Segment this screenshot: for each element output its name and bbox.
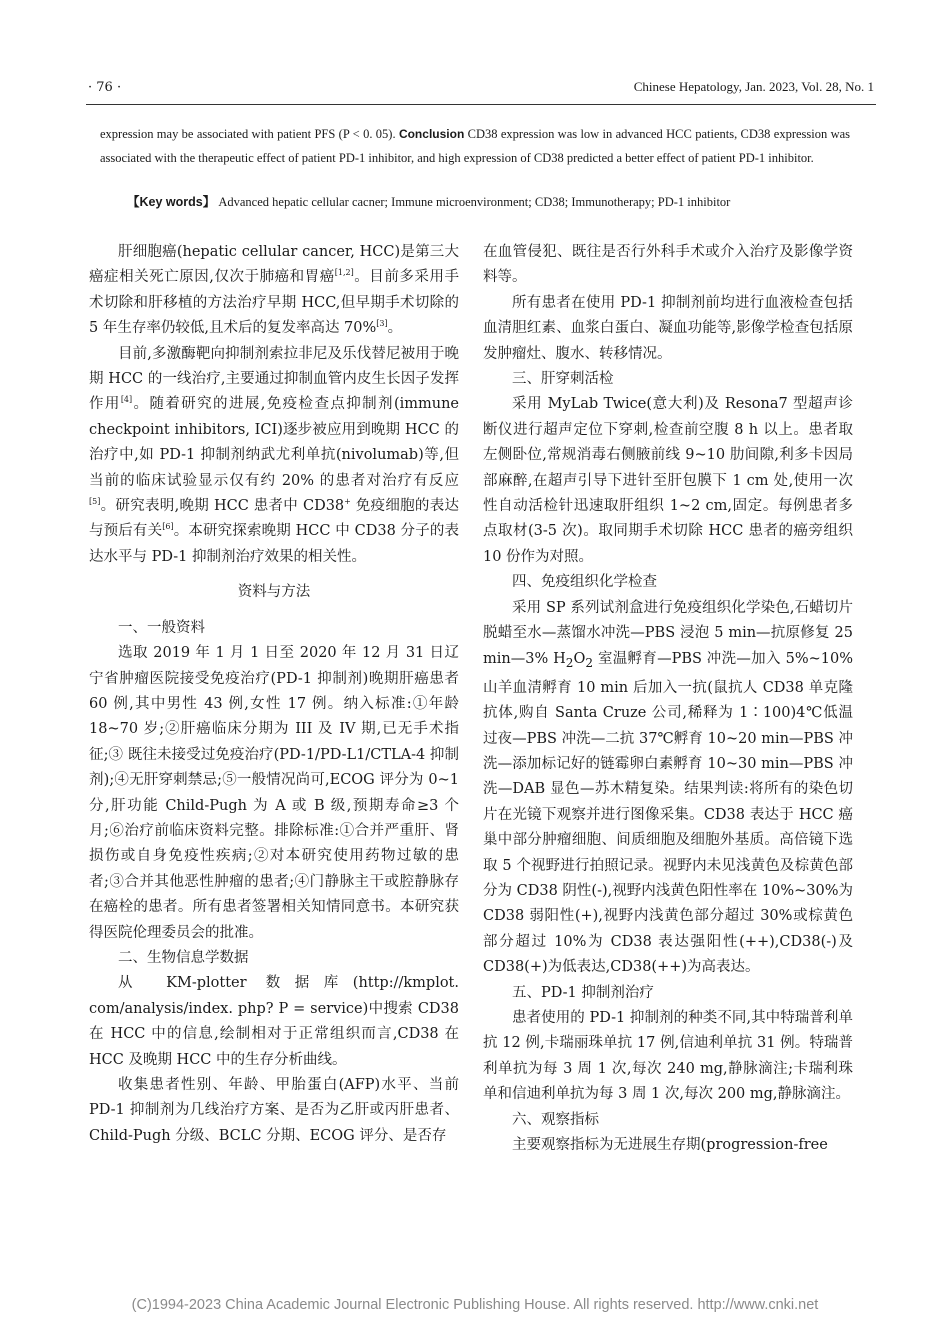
citation: [4]	[120, 395, 133, 405]
header-rule	[86, 104, 876, 105]
copyright-footer: (C)1994-2023 China Academic Journal Electronic Publishing House. All rights reserved. http://www.cnki.net	[131, 1297, 819, 1313]
conclusion-text: CD38 expression was low in advanced HCC patients, CD38 expression was associated with the therapeutic effect of patient PD-1 inhibitor, and high expression of CD38 predicted a better effect of patient PD-1 inhibitor.	[100, 127, 851, 165]
journal-header: Chinese Hepatology, Jan. 2023, Vol. 28, No. 1	[633, 79, 874, 94]
subsection-biopsy: 三、肝穿刺活检	[512, 371, 614, 388]
abstract-results-tail: expression may be associated with patient PFS (P < 0. 05).	[100, 127, 396, 141]
subsection-bioinformatics: 二、生物信息学数据	[118, 949, 249, 966]
subsection-pd1-treatment: 五、PD-1 抑制剂治疗	[512, 984, 654, 1001]
keywords-list: Advanced hepatic cellular cacner; Immune microenvironment; CD38; Immunotherapy; PD-1 inhibitor	[218, 195, 731, 209]
continued-paragraph: 在血管侵犯、既往是否行外科手术或介入治疗及影像学资料等。	[483, 244, 853, 286]
biopsy-paragraph: 采用 MyLab Twice(意大利)及 Resona7 型超声诊断仪进行超声定位下穿刺,检查前空腹 8 h 以上。患者取左侧卧位,常规消毒右侧腋前线 9~10 肋间隙,利多卡因局部麻醉,在超声引导下进针至肝包膜下 1 cm 处,使用一次性自动活检针迅速取肝组织 1~2 cm,固定。每例患者多点取材(3-5 次)。取同期手术切除 HCC 患者的癌旁组织 10 份作为对照。	[483, 396, 853, 565]
right-column	[483, 240, 853, 1159]
subscript: 2	[585, 655, 594, 670]
intro-paragraph-1: 肝细胞癌(hepatic cellular cancer, HCC)是第三大癌症相关死亡原因,仅次于肺癌和胃癌[1,2]。目前多采用手术切除和肝移植的方法治疗早期 HCC,但早期手术切除的 5 年生存率仍较低,且术后的复发率高达 70%[3]。	[89, 244, 460, 337]
citation: [1,2]	[334, 268, 354, 278]
ihc-paragraph: 采用 SP 系列试剂盒进行免疫组织化学染色,石蜡切片脱蜡至水—蒸馏水冲洗—PBS 浸泡 5 min—抗原修复 25 min—3% $H_2O_2$ 室温孵育—PBS 冲洗—加入 5%~10%山羊血清孵育 10 min 后加入一抗(鼠抗人 CD38 单克隆抗体,购自 Santa Cruze 公司,稀释为 1∶100)4℃低温过夜—PBS 冲洗—二抗 37℃孵育 10~20 min—PBS 冲洗—添加标记好的链霉卵白素孵育 10~30 min—PBS 冲洗—DAB 显色—苏木精复染。结果判读:将所有的染色切片在光镜下观察并进行图像采集。CD38 表达于 HCC 癌巢中部分肿瘤细胞、间质细胞及细胞外基质。高倍镜下选取 5 个视野进行拍照记录。视野内未见浅黄色及棕黄色部分为 CD38 阴性(-),视野内浅黄色阳性率在 10%~30%为 CD38 弱阳性(+),视野内浅黄色部分超过 30%或棕黄色部分超过 10%为 CD38 表达强阳性(++),CD38(-)及 CD38(+)为低表达,CD38(++)为高表达。	[483, 599, 854, 976]
citation: [3]	[376, 319, 388, 329]
keywords-label: 【Key words】	[127, 195, 216, 209]
superscript-plus: +	[344, 497, 351, 507]
observation-paragraph: 主要观察指标为无进展生存期(progression-free	[512, 1137, 828, 1154]
data-collection-paragraph: 收集患者性别、年龄、甲胎蛋白(AFP)水平、当前 PD-1 抑制剂为几线治疗方案、是否为乙肝或丙肝患者、Child-Pugh 分级、BCLC 分期、ECOG 评分、是否存	[89, 1077, 459, 1144]
general-data-paragraph: 选取 2019 年 1 月 1 日至 2020 年 12 月 31 日辽宁省肿瘤医院接受免疫治疗(PD-1 抑制剂)晚期肝癌患者 60 例,其中男性 43 例,女性 17 例。纳入标准:①年龄 18~70 岁;②肝癌临床分期为 III 及 IV 期,已无手术指征;③ 既往未接受过免疫治疗(PD-1/PD-L1/CTLA-4 抑制剂);④无肝穿刺禁忌;⑤一般情况尚可,ECOG 评分为 0~1 分,肝功能 Child-Pugh 为 A 或 B 级,预期寿命≥3 个月;⑥治疗前临床资料完整。排除标准:①合并严重肝、肾损伤或自身免疫性疾病;②对本研究使用药物过敏的患者;③合并其他恶性肿瘤的患者;④门静脉主干或腔静脉存在癌栓的患者。所有患者签署相关知情同意书。本研究获得医院伦理委员会的批准。	[89, 645, 459, 941]
abstract-english	[100, 122, 850, 170]
subscript: 2	[565, 655, 574, 670]
left-column	[89, 240, 459, 1149]
conclusion-label: Conclusion	[398, 127, 465, 141]
subsection-ihc: 四、免疫组织化学检查	[512, 574, 657, 591]
bioinformatics-paragraph: 从 KM-plotter 数据库(http://kmplot. com/analysis/index. php? P = service)中搜索 CD38 在 HCC 中的信息,绘制相对于正常组织而言,CD38 在 HCC 及晚期 HCC 中的生存分析曲线。	[89, 975, 459, 1068]
citation: [6]	[162, 522, 174, 532]
section-title: 资料与方法	[237, 584, 311, 601]
keywords	[127, 192, 887, 212]
subsection-general: 一、一般资料	[118, 619, 205, 636]
citation: [5]	[89, 497, 101, 507]
page-number: · 76 ·	[88, 80, 122, 95]
intro-paragraph-2: 目前,多激酶靶向抑制剂索拉非尼及乐伐替尼被用于晚期 HCC 的一线治疗,主要通过抑制血管内皮生长因子发挥作用[4]。随着研究的进展,免疫检查点抑制剂(immune checkpoint inhibitors, ICI)逐步被应用到晚期 HCC 的治疗中,如 PD-1 抑制剂纳武尤利单抗(nivolumab)等,但当前的临床试验显示仅有约 20% 的患者对治疗有反应[5]。研究表明,晚期 HCC 患者中 CD38+ 免疫细胞的表达与预后有关[6]。本研究探索晚期 HCC 中 CD38 分子的表达水平与 PD-1 抑制剂治疗效果的相关性。	[89, 345, 460, 565]
subsection-observation: 六、观察指标	[512, 1111, 599, 1128]
blood-test-paragraph: 所有患者在使用 PD-1 抑制剂前均进行血液检查包括血清胆红素、血浆白蛋白、凝血功能等,影像学检查包括原发肿瘤灶、腹水、转移情况。	[483, 294, 853, 362]
pd1-treatment-paragraph: 患者使用的 PD-1 抑制剂的种类不同,其中特瑞普利单抗 12 例,卡瑞丽珠单抗 17 例,信迪利单抗 31 例。特瑞普利单抗为每 3 周 1 次,每次 240 mg,静脉滴注;卡瑞利珠单和信迪利单抗为每 3 周 1 次,每次 200 mg,静脉滴注。	[483, 1010, 853, 1103]
